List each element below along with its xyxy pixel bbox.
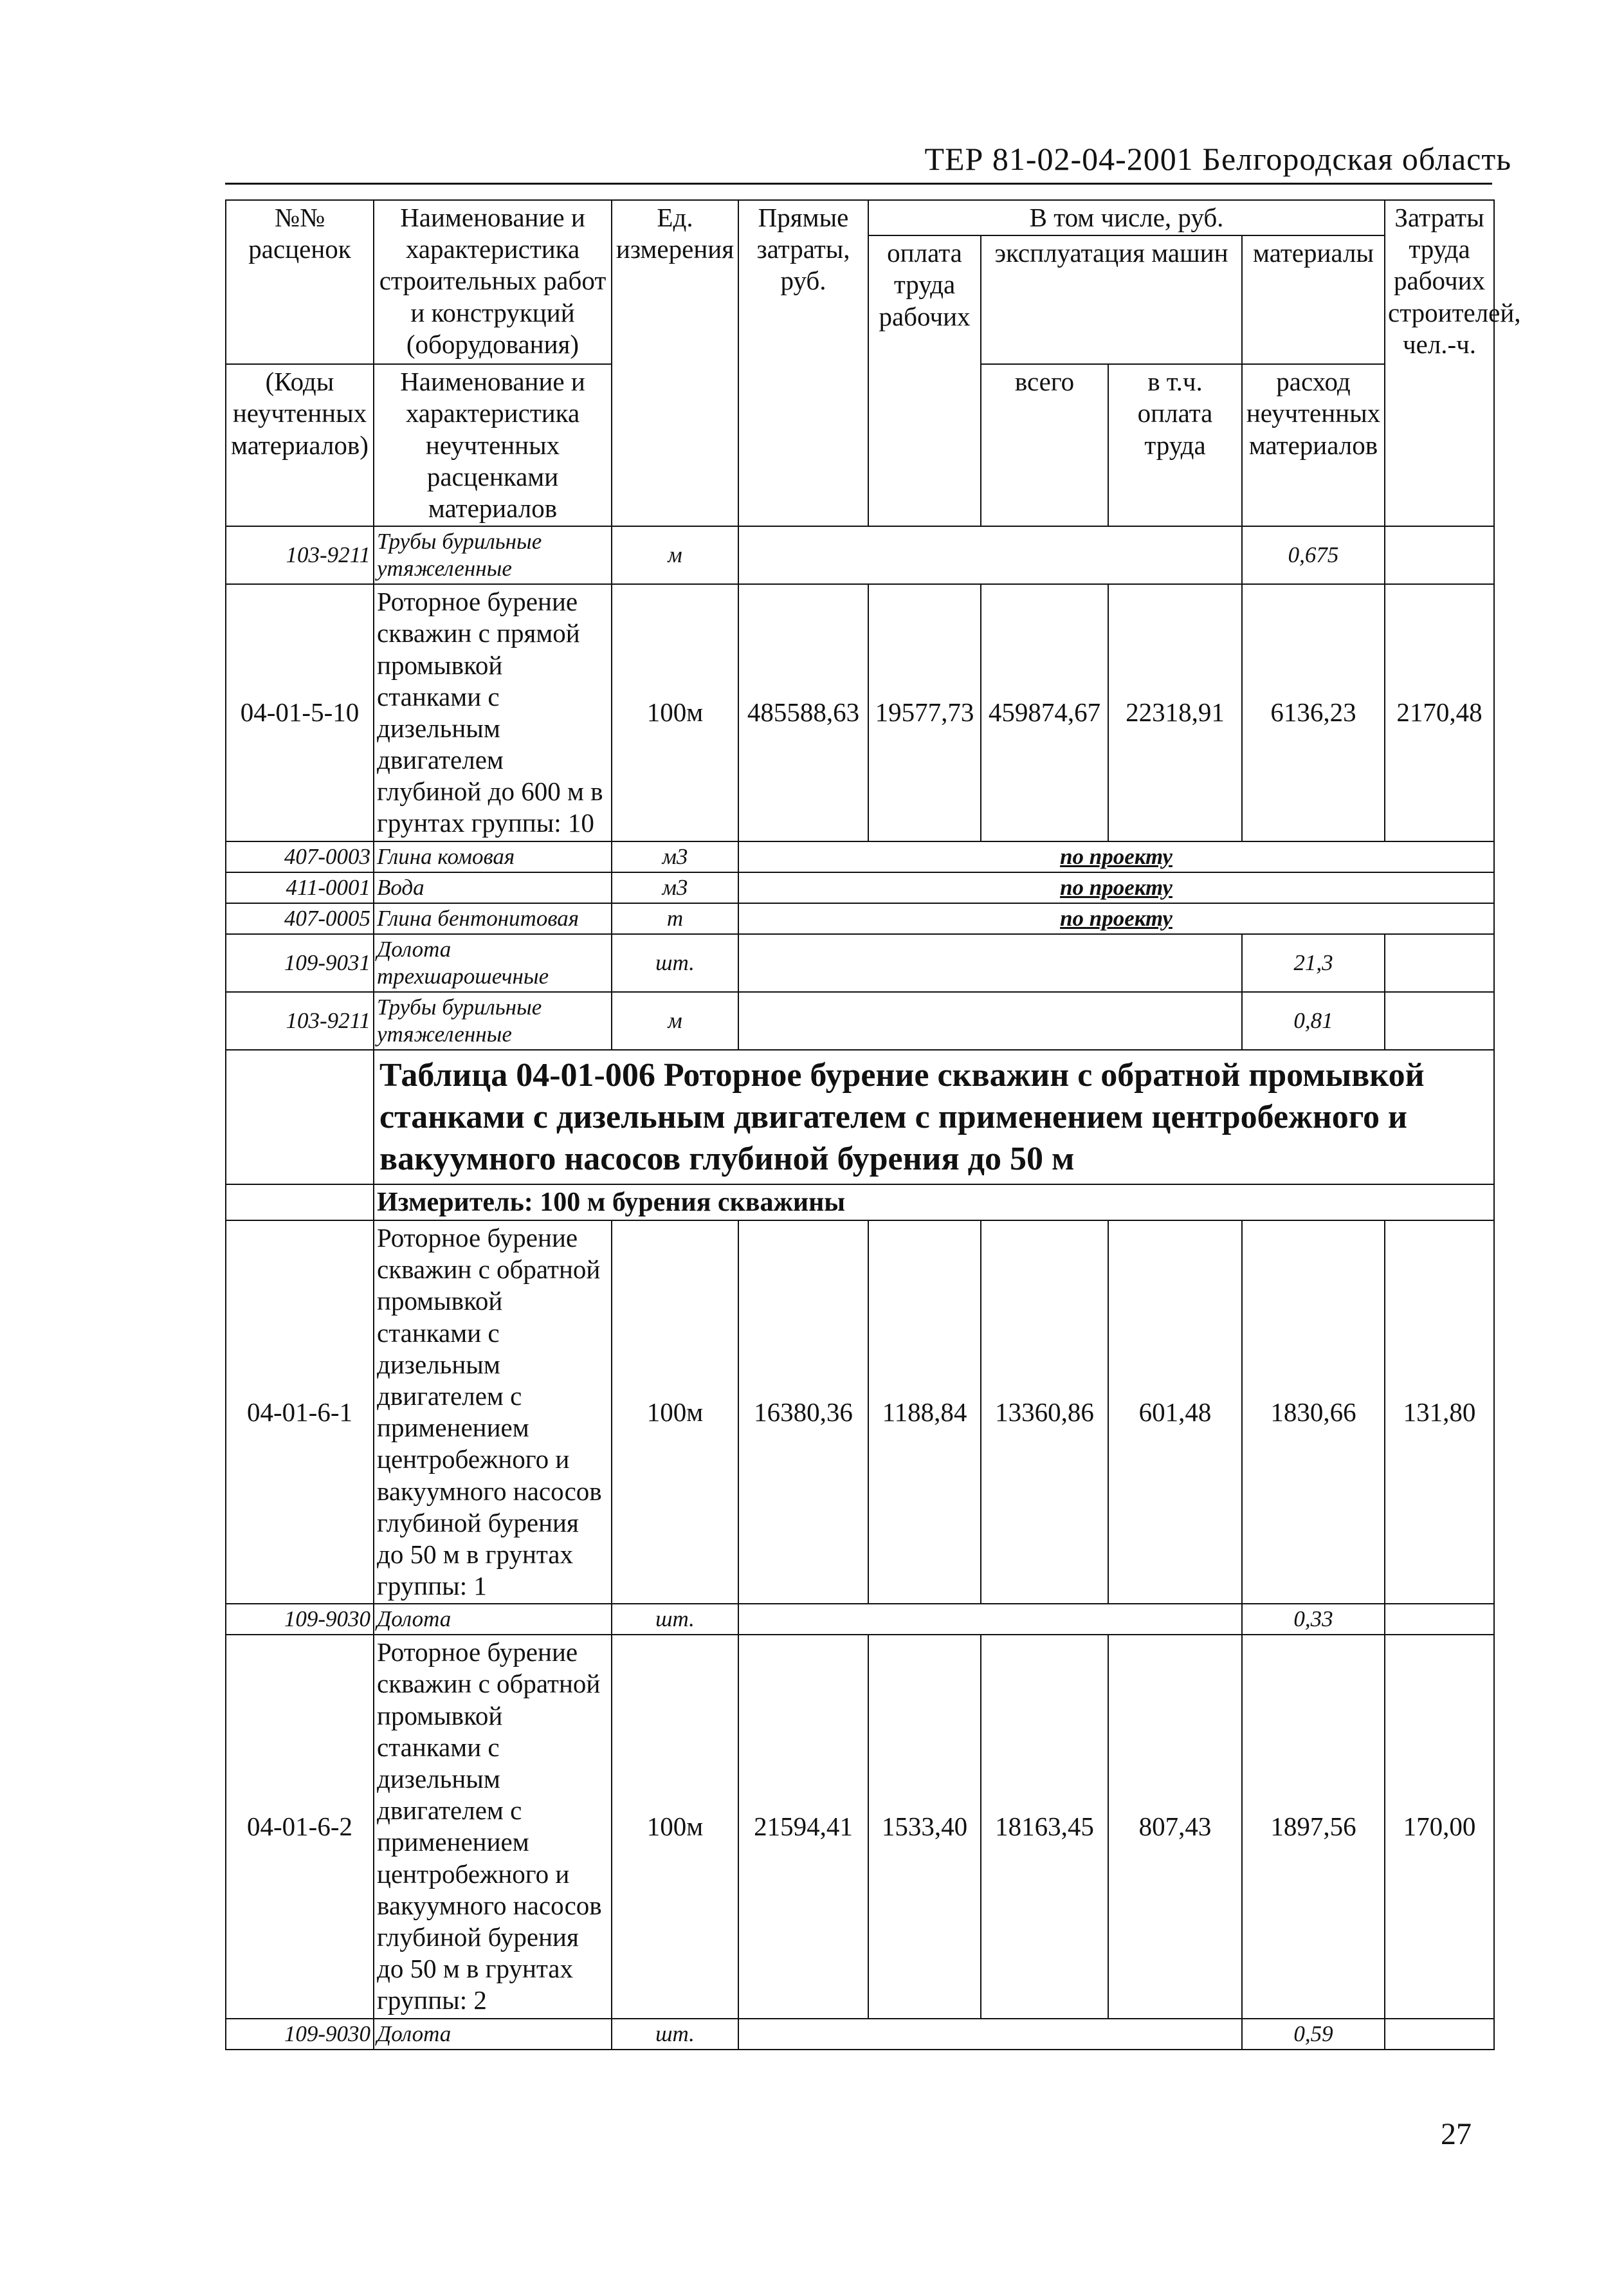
row-qty: 0,675 [1242, 526, 1385, 584]
row-materials: 1897,56 [1242, 1635, 1385, 2018]
row-empty [738, 992, 1242, 1050]
row-unit: м3 [612, 841, 738, 872]
table-row [226, 992, 1494, 1050]
row-name: Трубы бурильные утяжеленные [374, 526, 612, 584]
row-mach-total: 13360,86 [981, 1220, 1108, 1604]
header-name2: Наименование и характеристика неучтенных расценками материалов [374, 364, 612, 526]
header-mat-usage: расход неучтенных материалов [1242, 364, 1385, 526]
row-code: 04-01-5-10 [226, 584, 374, 841]
row-empty [738, 2019, 1242, 2050]
row-mach-labor: 807,43 [1108, 1635, 1242, 2018]
row-mach-labor: 22318,91 [1108, 584, 1242, 841]
page-header: ТЕР 81-02-04-2001 Белгородская область [924, 141, 1511, 177]
row-name: Долота [374, 2019, 612, 2050]
row-code: 109-9030 [226, 1604, 374, 1635]
row-empty [1385, 2019, 1494, 2050]
table-row [226, 1604, 1494, 1635]
header-mach-total: всего [981, 364, 1108, 526]
row-labor-cost: 2170,48 [1385, 584, 1494, 841]
header-name: Наименование и характеристика строительных работ и конструкций (оборудования) [374, 200, 612, 364]
header-labor-cost: Затраты труда рабочих строителей, чел.-ч. [1385, 200, 1494, 526]
measure-unit: Измеритель: 100 м бурения скважины [374, 1184, 1494, 1220]
row-materials: 1830,66 [1242, 1220, 1385, 1604]
row-code: 04-01-6-2 [226, 1635, 374, 2018]
row-labor-pay: 19577,73 [868, 584, 981, 841]
row-empty [1385, 526, 1494, 584]
row-note: по проекту [738, 841, 1494, 872]
row-direct: 16380,36 [738, 1220, 868, 1604]
row-code: 103-9211 [226, 526, 374, 584]
row-unit: м [612, 526, 738, 584]
row-unit: м [612, 992, 738, 1050]
row-name: Вода [374, 872, 612, 903]
row-empty [1385, 992, 1494, 1050]
page-number: 27 [1441, 2117, 1472, 2151]
table-row [226, 1220, 1494, 1604]
row-qty: 0,59 [1242, 2019, 1385, 2050]
row-qty: 0,81 [1242, 992, 1385, 1050]
header-mach-labor: в т.ч. оплата труда [1108, 364, 1242, 526]
row-qty: 0,33 [1242, 1604, 1385, 1635]
row-name: Глина комовая [374, 841, 612, 872]
header-unit: Ед. измерения [612, 200, 738, 526]
row-unit: шт. [612, 2019, 738, 2050]
table-row [226, 934, 1494, 992]
header-labor-pay: оплата труда рабочих [868, 235, 981, 526]
row-mach-labor: 601,48 [1108, 1220, 1242, 1604]
row-unit: 100м [612, 584, 738, 841]
table-row [226, 872, 1494, 903]
row-name: Роторное бурение скважин с обратной промывкой станками с дизельным двигателем с применением центробежного и вакуумного насосов глубиной бурения до 50 м в грунтах группы: 1 [374, 1220, 612, 1604]
row-unit: шт. [612, 934, 738, 992]
table-row [226, 841, 1494, 872]
row-unit: м3 [612, 872, 738, 903]
row-labor-cost: 170,00 [1385, 1635, 1494, 2018]
table-row [226, 2019, 1494, 2050]
row-name: Долота [374, 1604, 612, 1635]
row-unit: 100м [612, 1635, 738, 2018]
row-name: Роторное бурение скважин с обратной промывкой станками с дизельным двигателем с применением центробежного и вакуумного насосов глубиной бурения до 50 м в грунтах группы: 2 [374, 1635, 612, 2018]
header-code: №№ расценок [226, 200, 374, 364]
row-code: 407-0005 [226, 903, 374, 934]
row-name: Роторное бурение скважин с прямой промывкой станками с дизельным двигателем глубиной до 600 м в грунтах группы: 10 [374, 584, 612, 841]
row-empty [226, 1050, 374, 1184]
table-row [226, 584, 1494, 841]
header-rule [225, 183, 1492, 185]
rates-table [225, 199, 1521, 2050]
row-unit: т [612, 903, 738, 934]
row-direct: 21594,41 [738, 1635, 868, 2018]
header-direct: Прямые затраты, руб. [738, 200, 868, 526]
header-incl: В том числе, руб. [868, 200, 1385, 235]
row-empty [1385, 934, 1494, 992]
row-unit: 100м [612, 1220, 738, 1604]
row-empty [738, 934, 1242, 992]
row-name: Глина бентонитовая [374, 903, 612, 934]
row-unit: шт. [612, 1604, 738, 1635]
row-empty [738, 1604, 1242, 1635]
row-name: Трубы бурильные утяжеленные [374, 992, 612, 1050]
row-name: Долота трехшарошечные [374, 934, 612, 992]
row-note: по проекту [738, 872, 1494, 903]
row-code: 407-0003 [226, 841, 374, 872]
row-code: 411-0001 [226, 872, 374, 903]
row-materials: 6136,23 [1242, 584, 1385, 841]
row-code: 103-9211 [226, 992, 374, 1050]
header-code2: (Коды неучтенных материалов) [226, 364, 374, 526]
row-code: 04-01-6-1 [226, 1220, 374, 1604]
row-labor-pay: 1188,84 [868, 1220, 981, 1604]
table-row [226, 1635, 1494, 2018]
row-empty [738, 526, 1242, 584]
row-labor-cost: 131,80 [1385, 1220, 1494, 1604]
row-mach-total: 18163,45 [981, 1635, 1108, 2018]
row-labor-pay: 1533,40 [868, 1635, 981, 2018]
table-row [226, 526, 1494, 584]
row-direct: 485588,63 [738, 584, 868, 841]
row-qty: 21,3 [1242, 934, 1385, 992]
row-note: по проекту [738, 903, 1494, 934]
table-title: Таблица 04-01-006 Роторное бурение скважин с обратной промывкой станками с дизельным двигателем с применением центробежного и вакуумного насосов глубиной бурения до 50 м [374, 1050, 1494, 1184]
row-code: 109-9030 [226, 2019, 374, 2050]
row-code: 109-9031 [226, 934, 374, 992]
header-machines: эксплуатация машин [981, 235, 1242, 364]
table-row [226, 903, 1494, 934]
header-materials: материалы [1242, 235, 1385, 364]
row-empty [226, 1184, 374, 1220]
row-empty [1385, 1604, 1494, 1635]
row-mach-total: 459874,67 [981, 584, 1108, 841]
